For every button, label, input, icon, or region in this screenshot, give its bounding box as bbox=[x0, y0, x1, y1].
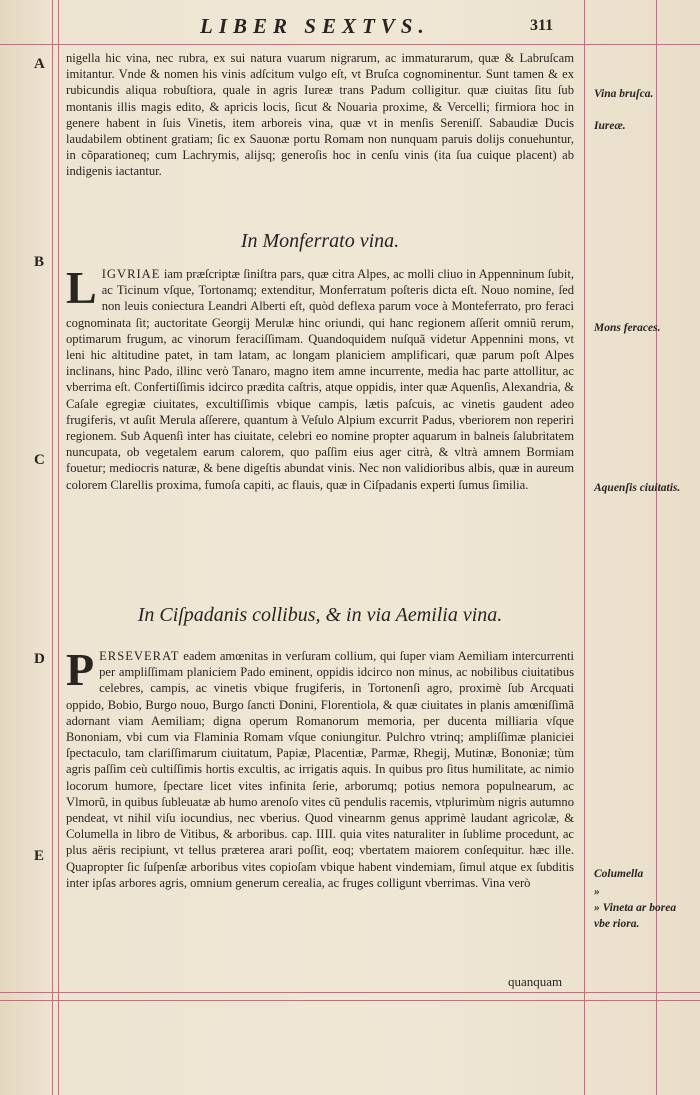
section-letter-a: A bbox=[34, 56, 45, 72]
marginal-note-vina-brusca: Vina bruſca. bbox=[594, 88, 654, 100]
drop-cap-l: L bbox=[66, 262, 97, 313]
footer-rule bbox=[0, 992, 700, 993]
heading-monferrato: In Monferrato vina. bbox=[240, 230, 400, 252]
marginal-note-aquensis: Aquenſis ciuitatis. bbox=[594, 482, 681, 494]
cap-word-liguriae: IGVRIAE bbox=[101, 267, 161, 281]
left-margin-rule-inner bbox=[58, 0, 59, 1095]
header-rule bbox=[0, 44, 700, 45]
page-number: 311 bbox=[530, 17, 554, 34]
running-title: LIBER SEXTVS. bbox=[200, 14, 430, 38]
section-letter-d: D bbox=[34, 651, 45, 667]
page-header bbox=[0, 14, 700, 40]
drop-cap-p: P bbox=[66, 644, 95, 695]
left-margin-rule bbox=[52, 0, 53, 1095]
paragraph-second-text: iam præſcriptæ ſiniſtra pars, quæ citra Alpes, ac molli cliuo in Appenninum ſubit, ac Ticinum vſque, Tortonamq; extenditur, Monferratum poſteris dicta eſt. Nouo nomine, ſed non leuis coniectura Leandri Alberti eſt, quòd deflexa parum voce à Monteferrato, pro feraci cognominata ſit; auctoritate Georgij Merulæ hinc oriundi, qui hanc regionem aſſerit omniũ rerum, optimarum frugum, ac vinorum feraciſſimam. Quandoquidem nuſquã videtur Appennini mons, vt leni hic altitudine patet, in tam latam, ac longam planiciem amplificari, quæ parum poſt Alpes inclinans, hinc Pado, illinc verò Tanaro, magno item amne incurrente, media hac parte attollitur, ac vberrima eſt. Confertiſſimis idcirco prædita caſtris, atque oppidis, inter quæ Aquenſis, Alexandria, & Caſale egregiæ ciuitates, excultiſſimis vbique campis, lætis paſcuis, ac vinetis gaudent adeo frugiferis, vt auſit Merula aſſerere, quantum à Veſulo Alpium excurrit Padus, vberiorem non reperiri regionem. Sub Aquenſi inter has ciuitate, celebri eo nomine propter aquarum in balneis ſalubritatem nuncupata, ob vegetalem earum calorem, quo paſſim eius ager citrà, & vltrà amnem Bormiam fouetur; mediocris naturæ, & bene digeſtis abundat vinis. Nec non validioribus albis, quæ in aureum colorem Clarellis proxima, fumoſa capiti, ac flauis, quæ in Ciſpadanis experti ſumus ſimilia. bbox=[66, 267, 574, 492]
paragraph-second bbox=[66, 262, 574, 493]
marginal-note-mark: » bbox=[594, 886, 600, 898]
section-letter-b: B bbox=[34, 254, 45, 270]
marginal-note-mons-feraces: Mons feraces. bbox=[594, 322, 661, 334]
paragraph-third bbox=[66, 644, 574, 891]
section-letter-e: E bbox=[34, 848, 45, 864]
footer-rule-lower bbox=[0, 1000, 700, 1001]
marginal-note-vineta: » Vineta ar borea vbe riora. bbox=[594, 902, 677, 930]
heading-cispadanis: In Ciſpadanis collibus, & in via Aemilia vina. bbox=[137, 604, 503, 626]
paragraph-first-text: nigella hic vina, nec rubra, ex sui natura vuarum nigrarum, ac immaturarum, quæ & Labruſcam imitantur. Vnde & nomen his vinis adſcitum vulgo eſt, vt Bruſca cognominentur. Sunt tamen & ex rubicundis aliqua robuſtiora, quale in agris Iureæ trans Padum colligitur. quæ ciuitas ſitu ſub montanis illis magis edito, & apricis locis, ſicut & Nouaria proxime, & Vercelli; firmiora hoc in genere habent in ſuis Vinetis, item arboreis vina, quæ vt in menſis Sereniſſ. Sabaudiæ Ducis laudabilem obtinent gratiam; ſic ex Sauonæ portu Romam non nunquam paruis dolijs conuehuntur, in cõparationeq; cum Lachrymis, alijsq; generoſis hoc in cenſu vinis (ita ſua cuique placent) ab indigenis iactantur. bbox=[66, 51, 574, 179]
cap-word-perseverat: ERSEVERAT bbox=[99, 649, 180, 663]
catchword: quanquam bbox=[508, 974, 563, 989]
marginal-note-ireae: Iureæ. bbox=[594, 120, 626, 132]
section-letter-c: C bbox=[34, 452, 45, 468]
right-margin-rule bbox=[584, 0, 585, 1095]
marginal-note-columella: Columella bbox=[594, 868, 644, 880]
paragraph-third-text: eadem amœnitas in verſuram collium, qui ſuper viam Aemiliam intercurrenti per ampliſſimam planiciem Pado eminent, oppidis idcirco non minus, ac nobilibus ciuitatibus celebres, campis, ac vinetis vbique frugiferis, in Tortonenſi agro, proximè ſub Arcquati oppido, Bobio, Burgo nouo, Burgo ſancti Donini, Florentiola, & quæ ciuitates in planis amœniſſimã adornant viam Aemiliam; digna operum Romanorum memoria, per ducenta milliaria vſque Bononiam, vbi cum via Flaminia Romam vſque coniungitur. Pulchro vtrinq; ampliſſimæ planiciei ſpectaculo, tam clariſſimarum ciuitatum, Papiæ, Placentiæ, Parmæ, Rhegij, Mutinæ, Bononiæ; tùm agris paſſim ceù cultiſſimis hortis excultis, ac irrigatis aquis. In quibus pro ſitus humilitate, ac nimio locorum humore, ſpectare licet vites infinita ſerie, arborumq; potius nemora populnearum, ac Vlmorũ, in quibus ſubleuatæ ab humo arenoſo vites cũ pendulis racemis, vtplurimùm nigris autumno pendeat, vt nihil viſu iocundius, nec vberius. Quod vinearnm genus apprimè laudant agricolæ, & Columella in libro de Vitibus, & arboribus. cap. IIII. quia vites naturaliter in ſublime procedunt, ac plus aëris recipiunt, vt tellus præterea arari poſſit, eoq; vbertatem maiorem conſequitur. hæc ille. Quapropter ſic ſuſpenſæ arboribus vites copioſam vbique habent vindemiam, ſimul atque ex ſubditis inter ipſas arbores agris, omnium generum cerealia, ac fruges colligunt vberrimas. Vina verò bbox=[66, 649, 574, 890]
paragraph-first bbox=[66, 50, 574, 180]
